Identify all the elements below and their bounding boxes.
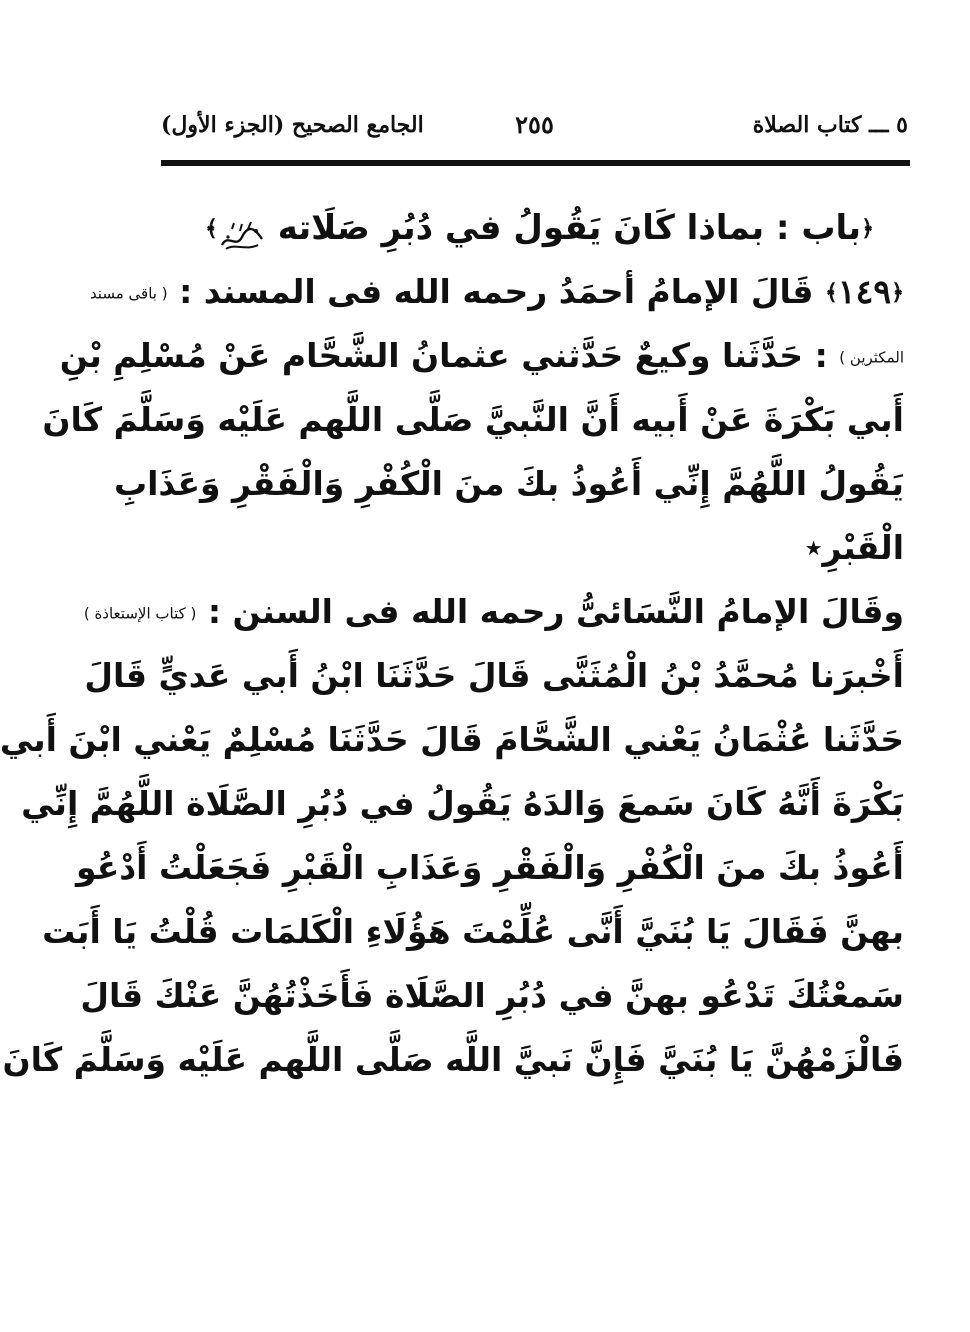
book-title: الجامع الصحيح (الجزء الأول) [161,112,424,138]
hadith-text: أَبي بَكْرَةَ عَنْ أَبيه أَنَّ النَّبيَّ صَلَّى اللَّهم عَلَيْه وَسَلَّمَ كَانَ [42,400,904,439]
hadith-text: : حَدَّثَنا وكيعٌ حَدَّثني عثمانُ الشَّحَّام عَنْ مُسْلِمِ بْنِ [59,336,828,375]
page-body [0,196,904,1092]
hadith-text: يَقُولُ اللَّهُمَّ إِنِّي أَعُوذُ بكَ منَ الْكُفْرِ وَالْفَقْرِ وَعَذَابِ [113,464,904,503]
page-header [161,104,908,146]
nasai-text: أَخْبرَنا مُحمَّدُ بْنُ الْمُثَنَّى قَالَ حَدَّثَنَا ابْنُ أَبي عَديٍّ قَالَ [84,656,904,695]
footnote-star-icon: ★ [804,536,823,560]
hadith-number: ١٤٩ [837,272,892,311]
nasai-text-line [21,772,904,836]
hadith-text-line [113,452,904,516]
header-divider [161,160,910,166]
hadith-text-line [175,516,904,580]
floral-bracket-icon: ﴿ [861,216,874,242]
hadith-text-line [42,388,904,452]
nasai-text-line [76,836,904,900]
nasai-text: أَعُوذُ بكَ منَ الْكُفْرِ وَالْفَقْرِ وَعَذَابِ الْقَبْرِ فَجَعَلْتُ أَدْعُو [76,848,904,887]
hadith-intro-line [89,260,904,324]
source-note: المكثرين ) [839,348,904,367]
nasai-text-line [0,708,904,772]
nasai-text: فَالْزَمْهُنَّ يَا بُنَيَّ فَإِنَّ نَبيَّ اللَّه صَلَّى اللَّهم عَلَيْه وَسَلَّمَ كَانَ [2,1040,904,1079]
source-note: ( باقى مسند [89,284,168,303]
salutation-calligraphy-icon [218,212,266,248]
floral-bracket-icon: ﴾ [825,280,838,306]
hadith-text: الْقَبْرِ [822,528,904,567]
bab-text: باب : بماذا كَانَ يَقُولُ في دُبُرِ صَلَاته [277,208,862,248]
nasai-text: سَمعْتُكَ تَدْعُو بهنَّ في دُبُرِ الصَّلَاة فَأَخَذْتُهُنَّ عَنْكَ قَالَ [80,976,904,1015]
nasai-text: بهنَّ فَقَالَ يَا بُنَيَّ أَنَّى عُلِّمْتَ هَؤُلَاءِ الْكَلمَات قُلْتُ يَا أَبَت [42,912,904,951]
bab-title [175,196,904,260]
floral-bracket-icon: ﴿ [891,280,904,306]
floral-bracket-icon: ﴾ [205,216,218,242]
hadith-text-line [59,324,904,388]
nasai-text-line [80,964,904,1028]
nasai-text: حَدَّثَنا عُثْمَانُ يَعْني الشَّحَّامَ قَالَ حَدَّثَنَا مُسْلِمٌ يَعْني ابْنَ أَبي [0,720,904,759]
page-number: ٢٥٥ [515,110,554,139]
nasai-text-line [84,644,904,708]
nasai-text-line [2,1028,904,1092]
nasai-text-line [42,900,904,964]
source-note: ( كتاب الإستعاذة ) [83,604,197,623]
nasai-intro-line [83,580,904,644]
chapter-heading: ٥ ـــ كتاب الصلاة [752,112,908,138]
hadith-intro: قَالَ الإمامُ أحمَدُ رحمه الله فى المسند : [179,272,814,311]
nasai-intro: وقَالَ الإمامُ النَّسَائىُّ رحمه الله فى السنن : [207,592,904,631]
nasai-text: بَكْرَةَ أَنَّهُ كَانَ سَمعَ وَالدَهُ يَقُولُ في دُبُرِ الصَّلَاة اللَّهُمَّ إِنِّي [21,784,904,823]
